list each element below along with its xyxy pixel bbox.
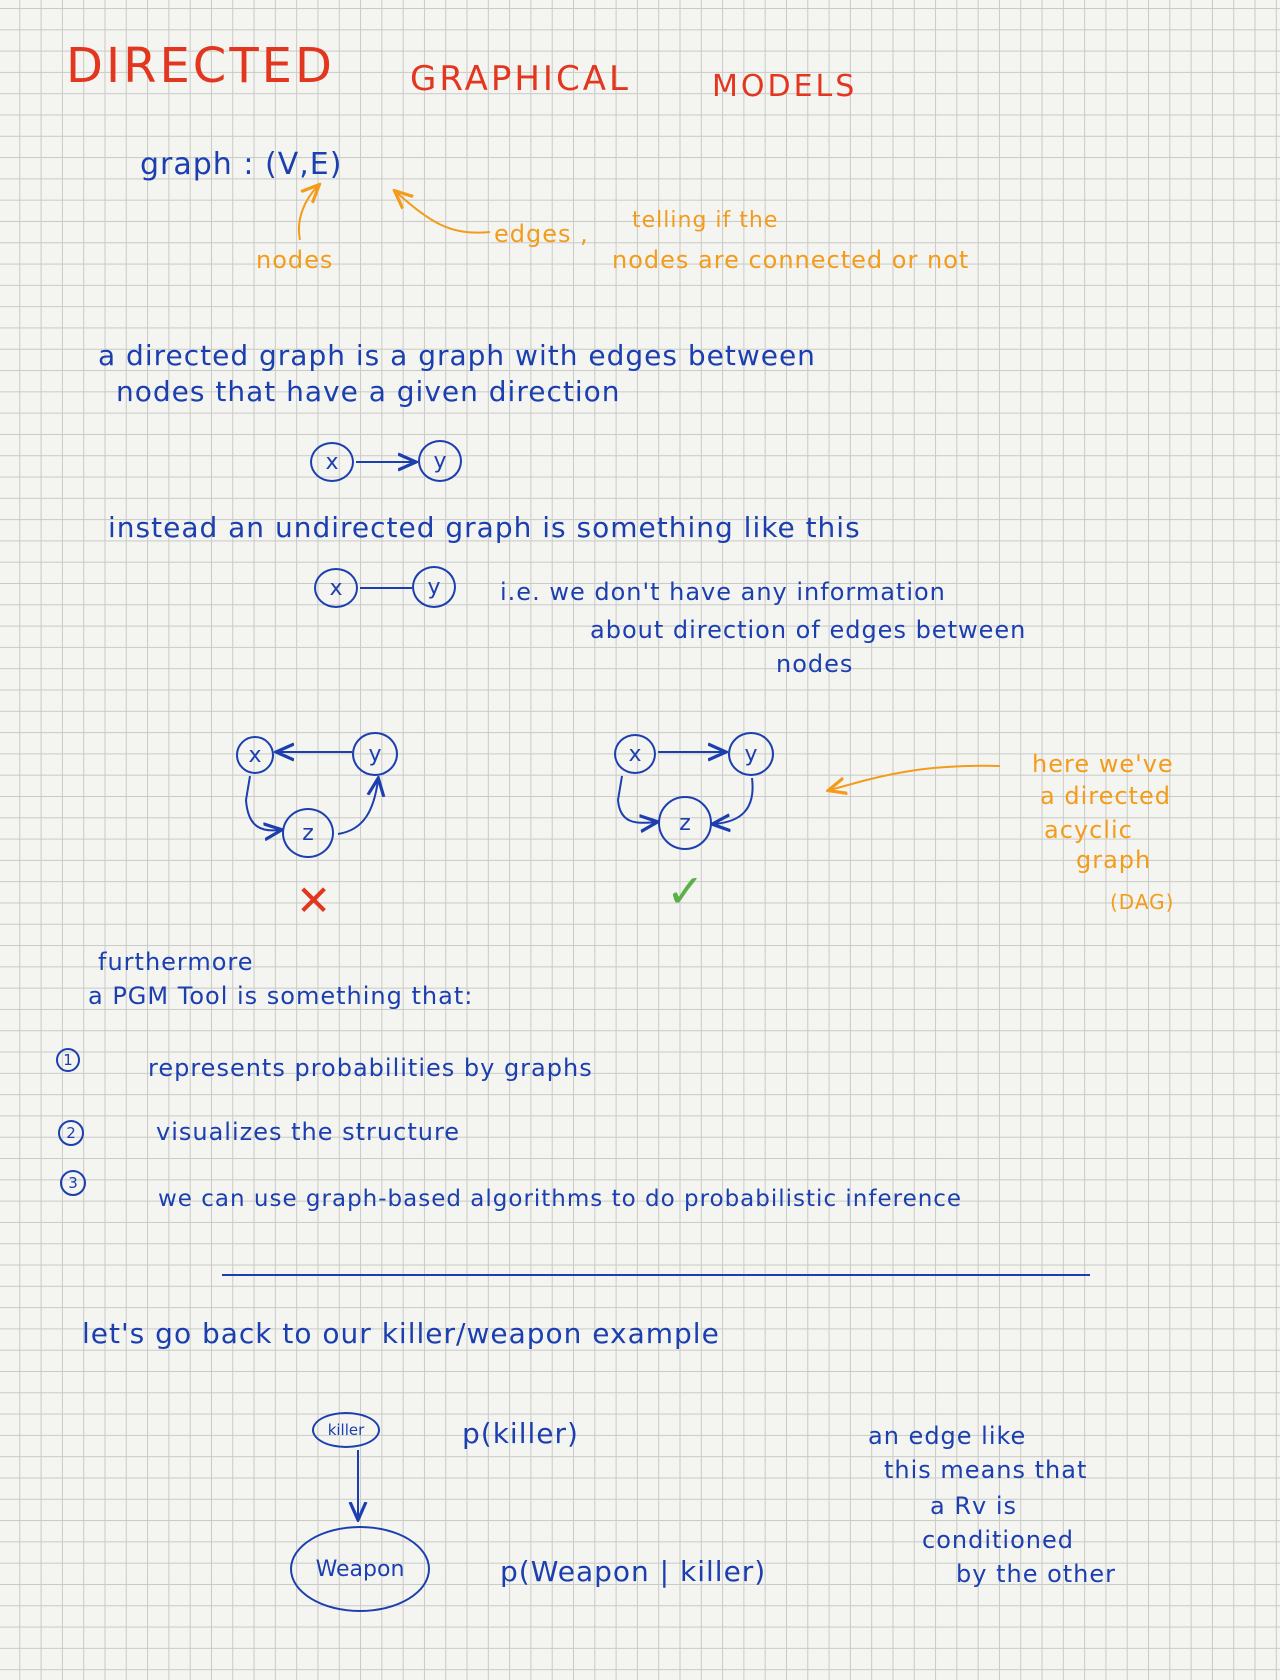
dag-pointer-arrow: [830, 766, 1000, 790]
edge-note-line4: conditioned: [922, 1526, 1074, 1554]
directed-node-x: x: [310, 442, 354, 482]
cyclic-edge-z-y: [338, 780, 378, 834]
undirected-def-line: instead an undirected graph is something like this: [108, 511, 861, 544]
directed-node-y: y: [418, 440, 462, 482]
dag-note-line4: graph: [1076, 846, 1152, 874]
acyclic-edge-x-z: [618, 776, 656, 823]
example-intro: let's go back to our killer/weapon example: [82, 1317, 720, 1350]
edges-label: edges ,: [494, 220, 589, 248]
acyclic-edge-y-z: [714, 778, 753, 824]
title-word-graphical: GRAPHICAL: [410, 59, 631, 99]
weapon-node: Weapon: [290, 1526, 430, 1612]
cyclic-node-z: z: [282, 808, 334, 858]
check-mark: ✓: [666, 864, 705, 918]
list-item-1: represents probabilities by graphs: [148, 1054, 593, 1082]
p-killer: p(killer): [462, 1417, 579, 1450]
title-word-models: MODELS: [712, 69, 858, 104]
list-number-2: 2: [58, 1120, 84, 1146]
list-item-3: we can use graph-based algorithms to do probabilistic inference: [158, 1186, 963, 1212]
cyclic-node-y: y: [352, 732, 398, 776]
ie-line3: nodes: [776, 650, 854, 678]
dag-note-line1: here we've: [1032, 750, 1174, 778]
directed-def-line2: nodes that have a given direction: [116, 375, 621, 408]
title-word-directed: DIRECTED: [66, 38, 335, 94]
ie-line1: i.e. we don't have any information: [500, 578, 946, 606]
nodes-label: nodes: [256, 246, 334, 274]
edge-note-line1: an edge like: [868, 1422, 1027, 1450]
directed-def-line1: a directed graph is a graph with edges between: [98, 339, 816, 372]
acyclic-node-z: z: [658, 796, 712, 850]
list-item-2: visualizes the structure: [156, 1118, 461, 1146]
edges-desc-line1: telling if the: [632, 208, 779, 233]
acyclic-node-y: y: [728, 732, 774, 776]
nodes-pointer-arrow: [299, 186, 318, 240]
undirected-node-y: y: [412, 566, 456, 608]
edge-note-line5: by the other: [956, 1560, 1117, 1588]
list-number-1: 1: [56, 1048, 80, 1072]
p-weapon-given-killer: p(Weapon | killer): [500, 1555, 767, 1588]
cyclic-edge-x-z: [246, 776, 280, 830]
ie-line2: about direction of edges between: [590, 616, 1027, 644]
edges-pointer-arrow: [396, 192, 490, 233]
list-number-3: 3: [60, 1170, 86, 1196]
killer-node: killer: [312, 1412, 380, 1448]
dag-note-line5: (DAG): [1110, 890, 1175, 914]
graph-formula: graph : (V,E): [140, 147, 343, 182]
pgm-intro: a PGM Tool is something that:: [88, 982, 474, 1010]
undirected-node-x: x: [314, 568, 358, 608]
acyclic-node-x: x: [614, 734, 656, 774]
edges-desc-line2: nodes are connected or not: [612, 246, 970, 274]
dag-note-line2: a directed: [1040, 782, 1171, 810]
edge-note-line2: this means that: [884, 1456, 1088, 1484]
cross-mark: ✕: [296, 876, 332, 925]
furthermore-text: furthermore: [98, 948, 254, 976]
edge-note-line3: a Rv is: [930, 1492, 1018, 1520]
cyclic-node-x: x: [236, 736, 274, 774]
dag-note-line3: acyclic: [1044, 816, 1133, 844]
